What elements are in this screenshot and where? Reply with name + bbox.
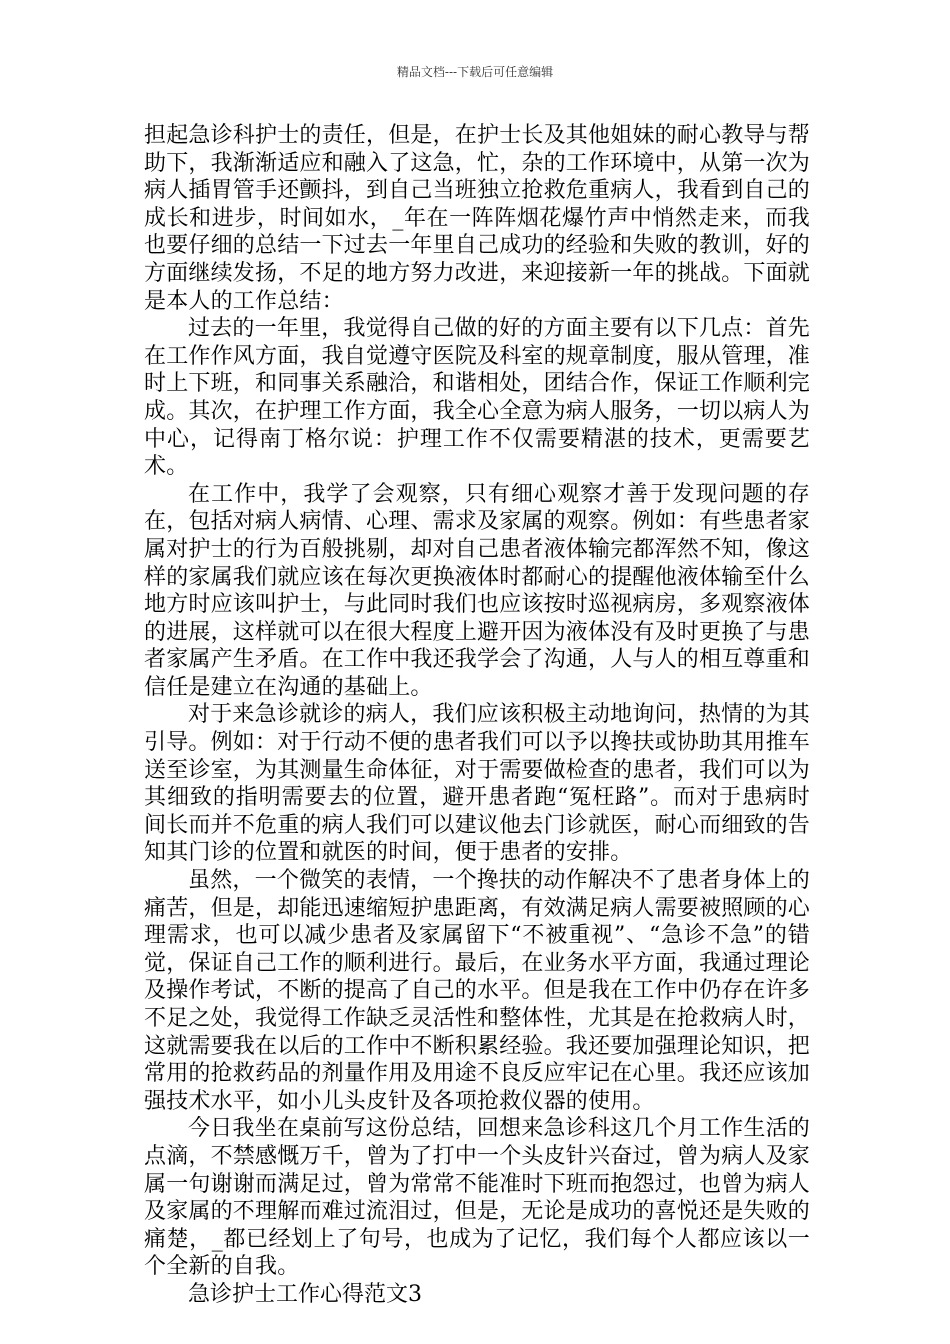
paragraph-2: 过去的一年里，我觉得自己做的好的方面主要有以下几点：首先在工作作风方面，我自觉遵守医院及科室的规章制度，服从管理，准时上下班，和同事关系融洽，和谐相处，团结合作，保证工作顺利完成。其次，在护理工作方面，我全心全意为病人服务，一切以病人为中心，记得南丁格尔说：护理工作不仅需要精湛的技术，更需要艺术。 — [144, 316, 811, 480]
document-body — [144, 122, 810, 1309]
section-subheading: 急诊护士工作心得范文3 — [188, 1281, 422, 1307]
paragraph-4: 对于来急诊就诊的病人，我们应该积极主动地询问，热情的为其引导。例如：对于行动不便的患者我们可以予以搀扶或协助其用推车送至诊室，为其测量生命体征，对于需要做检查的患者，我们可以为其细致的指明需要去的位置，避开患者跑“冤枉路”。而对于患病时间长而并不危重的病人我们可以建议他去门诊就医，耐心而细致的告知其门诊的位置和就医的时间，便于患者的安排。 — [144, 702, 811, 866]
paragraph-3: 在工作中，我学了会观察，只有细心观察才善于发现问题的存在，包括对病人病情、心理、需求及家属的观察。例如：有些患者家属对护士的行为百般挑剔，却对自己患者液体输完都浑然不知，像这样的家属我们就应该在每次更换液体时都耐心的提醒他液体输至什么地方时应该叫护士，与此同时我们也应该按时巡视病房，多观察液体的进展，这样就可以在很大程度上避开因为液体没有及时更换了与患者家属产生矛盾。在工作中我还我学会了沟通，人与人的相互尊重和信任是建立在沟通的基础上。 — [144, 481, 811, 700]
page-header: 精品文档---下载后可任意编辑 — [396, 65, 554, 79]
paragraph-5: 虽然，一个微笑的表情，一个搀扶的动作解决不了患者身体上的痛苦，但是，却能迅速缩短护患距离，有效满足病人需要被照顾的心理需求，也可以减少患者及家属留下“不被重视”、“急诊不急”的错觉，保证自己工作的顺利进行。最后，在业务水平方面，我通过理论及操作考试，不断的提高了自己的水平。但是我在工作中仍存在许多不足之处，我觉得工作缺乏灵活性和整体性，尤其是在抢救病人时，这就需要我在以后的工作中不断积累经验。我还要加强理论知识，把常用的抢救药品的剂量作用及用途不良反应牢记在心里。我还应该加强技术水平，如小儿头皮针及各项抢救仪器的使用。 — [144, 868, 811, 1114]
paragraph-1: 担起急诊科护士的责任，但是，在护士长及其他姐妹的耐心教导与帮助下，我渐渐适应和融入了这急，忙，杂的工作环境中，从第一次为病人插胃管手还颤抖，到自己当班独立抢救危重病人，我看到自己的成长和进步，时间如水，_年在一阵阵烟花爆竹声中悄然走来，而我也要仔细的总结一下过去一年里自己成功的经验和失败的教训，好的方面继续发扬，不足的地方努力改进，来迎接新一年的挑战。下面就是本人的工作总结： — [144, 123, 811, 314]
paragraph-6: 今日我坐在桌前写这份总结，回想来急诊科这几个月工作生活的点滴，不禁感慨万千，曾为了打中一个头皮针兴奋过，曾为病人及家属一句谢谢而满足过，曾为常常不能准时下班而抱怨过，也曾为病人及家属的不理解而难过流泪过，但是，无论是成功的喜悦还是失败的痛楚，_都已经划上了句号，也成为了记忆，我们每个人都应该以一个全新的自我。 — [144, 1116, 811, 1280]
